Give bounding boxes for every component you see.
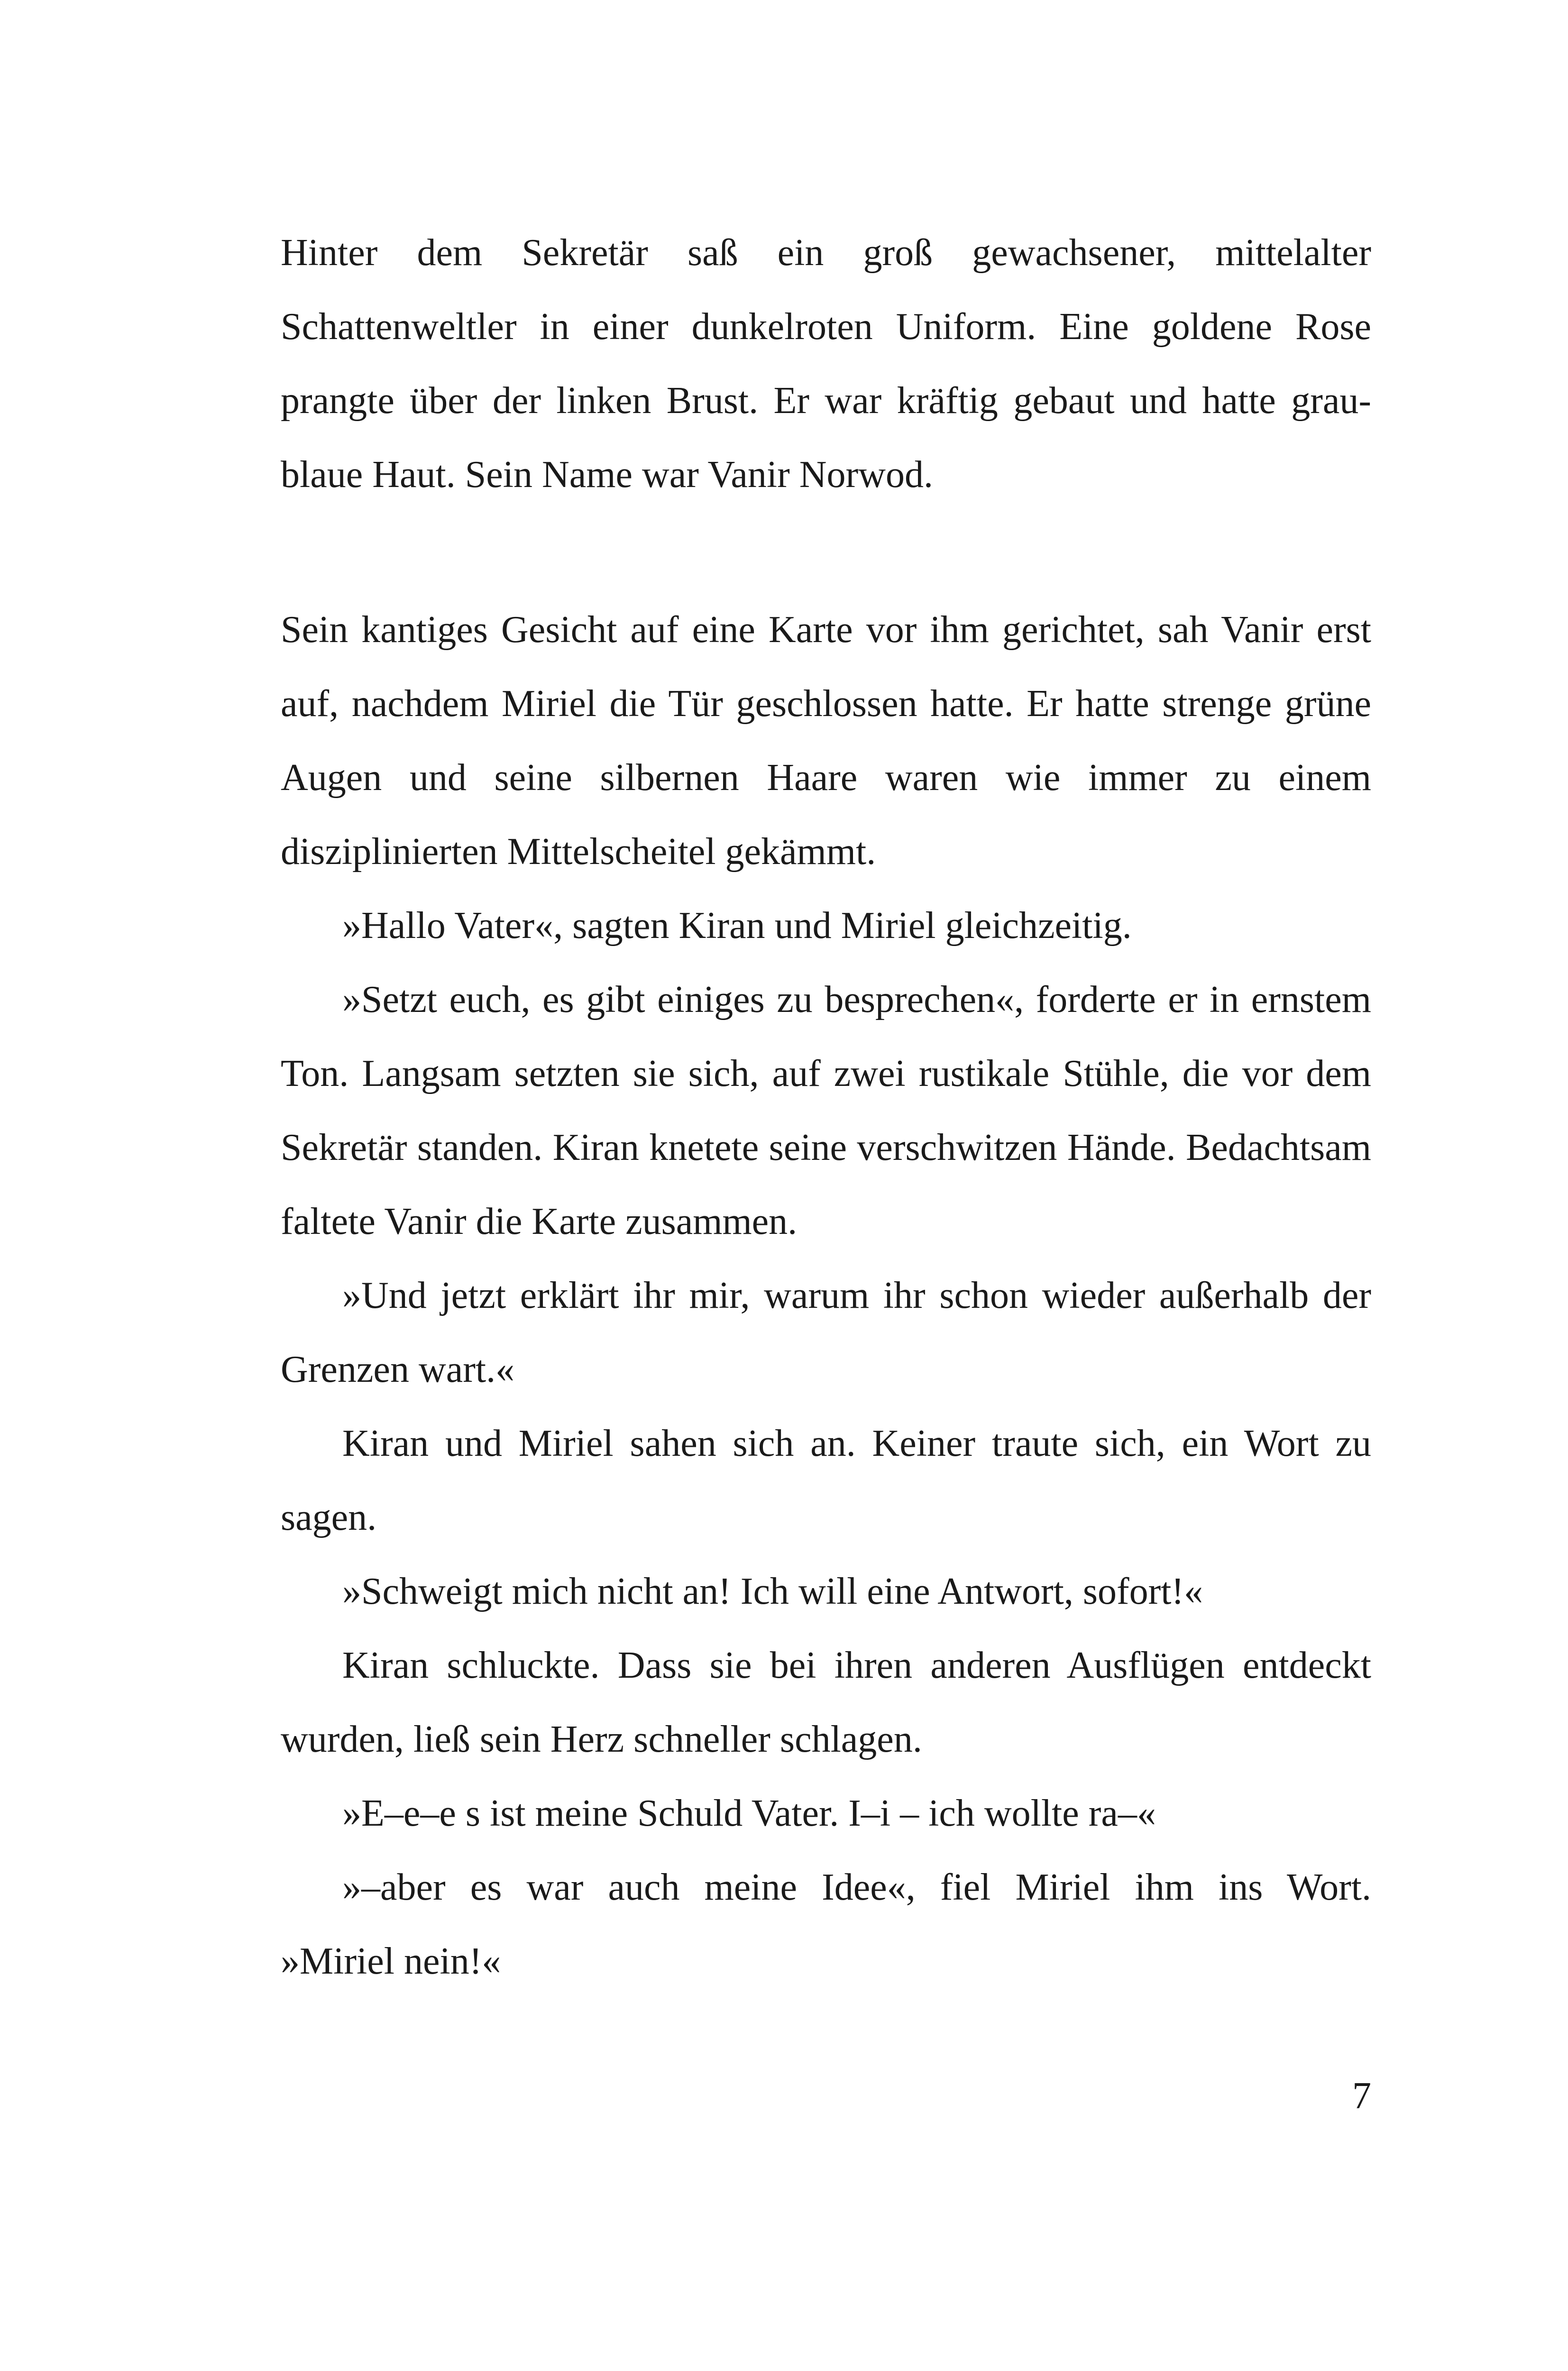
- paragraph-6: Kiran und Miriel sahen sich an. Keiner traute sich, ein Wort zu sagen.: [281, 1423, 1371, 1538]
- paragraph-3: »Hallo Vater«, sagten Kiran und Miriel gleichzeitig.: [342, 905, 1132, 947]
- paragraph-1: Hinter dem Sekretär saß ein groß gewachsener, mittelalter Schattenweltler in einer dunkelroten Uniform. Eine goldene Rose prangte über der linken Brust. Er war kräftig gebaut und hatte grau-blaue Haut. Sein Name war Vanir Norwod.: [281, 232, 1371, 496]
- paragraph-10: »–aber es war auch meine Idee«, fiel Miriel ihm ins Wort.: [342, 1866, 1371, 1908]
- paragraph-8: Kiran schluckte. Dass sie bei ihren anderen Ausflügen entdeckt wurden, ließ sein Herz schneller schlagen.: [281, 1645, 1371, 1760]
- paragraph-11: »Miriel nein!«: [281, 1940, 501, 1982]
- paragraph-4: »Setzt euch, es gibt einiges zu besprechen«, forderte er in ernstem Ton. Langsam setzten sie sich, auf zwei rustikale Stühle, die vor dem Sekretär standen. Kiran knetete seine verschwitzen Hände. Bedachtsam faltete Vanir die Karte zusammen.: [281, 979, 1371, 1242]
- paragraph-5: »Und jetzt erklärt ihr mir, warum ihr schon wieder außerhalb der Grenzen wart.«: [281, 1275, 1371, 1390]
- page-number: 7: [1352, 2075, 1371, 2117]
- paragraph-2: Sein kantiges Gesicht auf eine Karte vor ihm gerichtet, sah Vanir erst auf, nachdem Miriel die Tür geschlossen hatte. Er hatte strenge grüne Augen und seine silbernen Haare waren wie immer zu einem disziplinierten Mittelscheitel gekämmt.: [281, 609, 1371, 873]
- paragraph-9: »E–e–e s ist meine Schuld Vater. I–i – ich wollte ra–«: [342, 1792, 1156, 1834]
- paragraph-7: »Schweigt mich nicht an! Ich will eine Antwort, sofort!«: [342, 1571, 1203, 1612]
